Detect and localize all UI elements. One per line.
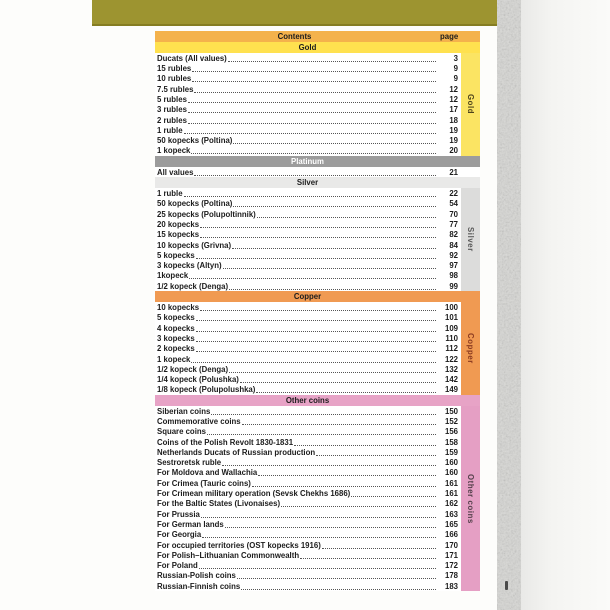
entry-label: 10 rubles: [157, 74, 192, 84]
toc-entry: [155, 281, 480, 291]
dotted-leader: [252, 486, 436, 487]
entry-page-number: 92: [449, 250, 458, 260]
dotted-leader: [281, 506, 436, 507]
dotted-leader: [194, 92, 436, 93]
entry-page-number: 9: [453, 64, 458, 74]
entry-page-number: 18: [449, 115, 458, 125]
section-side-label: Silver: [466, 227, 475, 253]
section-title: Copper: [293, 292, 322, 302]
entry-label: Russian-Finnish coins: [157, 581, 241, 591]
entry-page-number: 159: [444, 447, 458, 457]
toc-entry: [155, 313, 480, 323]
dotted-leader: [188, 102, 436, 103]
section-header: [155, 156, 480, 167]
dotted-leader: [223, 268, 436, 269]
toc-section: [155, 42, 480, 156]
entry-page-number: 97: [449, 261, 458, 271]
dotted-leader: [194, 175, 436, 176]
dotted-leader: [242, 424, 436, 425]
entry-page-number: 112: [445, 344, 458, 354]
entry-label: 2 kopecks: [157, 344, 195, 354]
dotted-leader: [229, 289, 436, 290]
entry-label: 1 ruble: [157, 125, 183, 135]
dotted-leader: [192, 71, 436, 72]
entry-page-number: 110: [445, 333, 458, 343]
dotted-leader: [233, 206, 436, 207]
entry-page-number: 101: [444, 313, 458, 323]
section-side-band: [461, 53, 480, 156]
toc-entry: [155, 53, 480, 63]
entry-label: 2 rubles: [157, 115, 187, 125]
dotted-leader: [196, 320, 436, 321]
dotted-leader: [199, 568, 436, 569]
edge-page-number-mark: [505, 581, 508, 590]
entry-label: 1 kopeck: [157, 146, 191, 156]
entry-label: Netherlands Ducats of Russian production: [157, 447, 316, 457]
right-margin: [521, 0, 610, 610]
section-side-label: Other coins: [466, 473, 475, 524]
toc-section: [155, 395, 480, 591]
section-side-band: [461, 406, 480, 591]
dotted-leader: [202, 537, 436, 538]
toc-entry: [155, 427, 480, 437]
section-rows: [155, 302, 480, 395]
toc-entry: [155, 333, 480, 343]
section-header: [155, 395, 480, 406]
entry-label: 5 kopecks: [157, 250, 195, 260]
entry-page-number: 3: [453, 53, 458, 63]
entry-page-number: 183: [444, 581, 458, 591]
toc-entry: [155, 94, 480, 104]
toc-entry: [155, 560, 480, 570]
dotted-leader: [196, 341, 436, 342]
dotted-leader: [225, 527, 436, 528]
entry-page-number: 152: [444, 417, 458, 426]
toc-entry: [155, 406, 480, 416]
toc-entry: [155, 209, 480, 219]
dotted-leader: [257, 217, 436, 218]
entry-label: For German lands: [157, 519, 224, 529]
toc-section: [155, 156, 480, 177]
toc-entry: [155, 167, 480, 177]
toc-entry: [155, 199, 480, 209]
entry-label: For Poland: [157, 561, 198, 571]
toc-entry: [155, 447, 480, 457]
entry-page-number: 12: [449, 94, 458, 104]
entry-page-number: 82: [449, 230, 458, 240]
entry-label: Coins of the Polish Revolt 1830-1831: [157, 437, 294, 447]
entry-label: 50 kopecks (Poltina): [157, 199, 233, 209]
section-header: [155, 42, 480, 53]
dotted-leader: [322, 548, 436, 549]
entry-label: 25 kopecks (Polupoltinnik): [157, 209, 256, 219]
entry-label: Siberian coins: [157, 406, 211, 416]
entry-page-number: 22: [449, 189, 458, 199]
entry-label: 10 kopecks: [157, 303, 200, 313]
entry-page-number: 178: [444, 571, 458, 581]
entry-label: For Moldova and Wallachia: [157, 468, 258, 478]
toc-sections: [155, 42, 480, 591]
dotted-leader: [232, 248, 436, 249]
book-edge-texture: [497, 0, 521, 610]
toc-entry: [155, 499, 480, 509]
dotted-leader: [237, 578, 436, 579]
entry-label: 1 ruble: [157, 189, 183, 199]
section-side-label: Gold: [466, 94, 475, 115]
toc-entry: [155, 343, 480, 353]
toc-entry: [155, 437, 480, 447]
entry-page-number: 149: [444, 385, 458, 395]
entry-label: 4 kopecks: [157, 323, 195, 333]
entry-label: For Prussia: [157, 509, 200, 519]
dotted-leader: [211, 414, 436, 415]
entry-page-number: 77: [449, 219, 458, 229]
toc-entry: [155, 125, 480, 135]
toc-entry: [155, 74, 480, 84]
entry-label: 15 kopecks: [157, 230, 200, 240]
dotted-leader: [184, 133, 436, 134]
toc-section: [155, 291, 480, 395]
entry-page-number: 98: [449, 271, 458, 281]
entry-page-number: 161: [444, 478, 458, 488]
dotted-leader: [294, 445, 436, 446]
toc-entry: [155, 135, 480, 145]
dotted-leader: [196, 351, 436, 352]
entry-label: 1/8 kopeck (Polupolushka): [157, 385, 256, 395]
section-side-band: [461, 188, 480, 291]
entry-page-number: 122: [444, 354, 458, 364]
toc-entry: [155, 104, 480, 114]
section-title: Gold: [298, 43, 317, 52]
section-rows: [155, 53, 480, 156]
entry-page-number: 156: [444, 427, 458, 437]
dotted-leader: [300, 558, 436, 559]
dotted-leader: [196, 258, 436, 259]
dotted-leader: [188, 123, 436, 124]
toc-entry: [155, 364, 480, 374]
section-title: Other coins: [285, 395, 330, 405]
entry-page-number: 99: [449, 281, 458, 291]
table-of-contents: [155, 31, 480, 591]
entry-label: Ducats (All values): [157, 53, 227, 63]
entry-page-number: 20: [449, 146, 458, 156]
dotted-leader: [191, 153, 436, 154]
entry-page-number: 163: [444, 509, 458, 519]
entry-label: Commemorative coins: [157, 417, 241, 426]
toc-entry: [155, 540, 480, 550]
toc-entry: [155, 63, 480, 73]
entry-page-number: 172: [444, 561, 458, 571]
entry-label: 3 rubles: [157, 105, 187, 115]
toc-entry: [155, 457, 480, 467]
entry-page-number: 17: [449, 105, 458, 115]
section-title: Platinum: [291, 156, 324, 166]
toc-entry: [155, 581, 480, 591]
entry-page-number: 70: [449, 209, 458, 219]
section-rows: [155, 188, 480, 291]
dotted-leader: [222, 465, 436, 466]
entry-label: 7.5 rubles: [157, 84, 194, 94]
entry-page-number: 161: [444, 489, 458, 499]
dotted-leader: [189, 278, 436, 279]
entry-page-number: 21: [449, 167, 458, 177]
dotted-leader: [351, 496, 436, 497]
entry-page-number: 19: [449, 136, 458, 146]
toc-entry: [155, 468, 480, 478]
entry-page-number: 166: [444, 530, 458, 540]
toc-entry: [155, 219, 480, 229]
entry-label: 1/2 kopeck (Denga): [157, 281, 229, 291]
dotted-leader: [316, 455, 436, 456]
entry-label: 20 kopecks: [157, 219, 200, 229]
top-olive-band: [92, 0, 497, 26]
section-header: [155, 291, 480, 302]
entry-label: Square coins: [157, 427, 206, 437]
dotted-leader: [228, 61, 436, 62]
toc-entry: [155, 550, 480, 560]
entry-page-number: 158: [444, 437, 458, 447]
entry-label: 10 kopecks (Grivna): [157, 240, 232, 250]
dotted-leader: [200, 227, 436, 228]
entry-page-number: 132: [444, 364, 458, 374]
dotted-leader: [241, 589, 436, 590]
toc-entry: [155, 260, 480, 270]
dotted-leader: [188, 112, 436, 113]
entry-page-number: 165: [444, 519, 458, 529]
dotted-leader: [233, 143, 436, 144]
toc-entry: [155, 229, 480, 239]
toc-entry: [155, 354, 480, 364]
toc-entry: [155, 323, 480, 333]
toc-entry: [155, 188, 480, 198]
entry-label: 5 kopecks: [157, 313, 195, 323]
toc-entry: [155, 519, 480, 529]
toc-entry: [155, 302, 480, 312]
entry-page-number: 150: [444, 406, 458, 416]
entry-label: 3 kopecks (Altyn): [157, 261, 222, 271]
section-side-label: Copper: [466, 333, 475, 365]
entry-page-number: 109: [444, 323, 458, 333]
toc-entry: [155, 571, 480, 581]
entry-label: 3 kopecks: [157, 333, 195, 343]
toc-entry: [155, 374, 480, 384]
toc-entry: [155, 146, 480, 156]
dotted-leader: [240, 382, 436, 383]
scan-noise-texture: [497, 0, 521, 610]
entry-label: 1/4 kopeck (Polushka): [157, 375, 239, 385]
entry-label: 50 kopecks (Poltina): [157, 136, 233, 146]
section-side-band: [461, 302, 480, 395]
section-title: Silver: [296, 178, 319, 188]
toc-entry: [155, 488, 480, 498]
entry-page-number: 162: [444, 499, 458, 509]
toc-entry: [155, 416, 480, 426]
entry-label: 1kopeck: [157, 271, 189, 281]
entry-page-number: 142: [444, 375, 458, 385]
entry-label: Sestroretsk ruble: [157, 458, 222, 468]
entry-label: 1 kopeck: [157, 354, 191, 364]
entry-label: For Crimean military operation (Sevsk Chekhs 1686): [157, 489, 351, 499]
toc-entry: [155, 84, 480, 94]
entry-page-number: 12: [449, 84, 458, 94]
dotted-leader: [184, 196, 436, 197]
toc-entry: [155, 529, 480, 539]
toc-entry: [155, 250, 480, 260]
toc-entry: [155, 478, 480, 488]
toc-entry: [155, 509, 480, 519]
entry-page-number: 170: [444, 540, 458, 550]
toc-section: [155, 177, 480, 291]
toc-entry: [155, 271, 480, 281]
entry-label: For Polish–Lithuanian Commonwealth: [157, 550, 300, 560]
entry-page-number: 84: [449, 240, 458, 250]
entry-page-number: 160: [444, 458, 458, 468]
dotted-leader: [201, 517, 436, 518]
entry-label: 15 rubles: [157, 64, 192, 74]
section-rows: [155, 406, 480, 591]
dotted-leader: [256, 392, 436, 393]
dotted-leader: [229, 372, 436, 373]
entry-label: For Crimea (Tauric coins): [157, 478, 251, 488]
dotted-leader: [196, 331, 436, 332]
contents-header: [155, 31, 480, 42]
entry-page-number: 171: [444, 550, 458, 560]
toc-entry: [155, 240, 480, 250]
entry-page-number: 54: [449, 199, 458, 209]
dotted-leader: [258, 475, 436, 476]
page-column-header: page: [440, 32, 459, 41]
section-header: [155, 177, 480, 188]
dotted-leader: [200, 310, 436, 311]
entry-label: For occupied territories (OST kopecks 1916): [157, 540, 321, 550]
entry-label: For Georgia: [157, 530, 202, 540]
toc-entry: [155, 115, 480, 125]
dotted-leader: [207, 434, 436, 435]
entry-page-number: 19: [449, 125, 458, 135]
entry-page-number: 9: [453, 74, 458, 84]
section-rows: [155, 167, 480, 177]
contents-title: Contents: [277, 32, 312, 41]
toc-entry: [155, 385, 480, 395]
entry-label: For the Baltic States (Livonaises): [157, 499, 281, 509]
entry-label: 5 rubles: [157, 94, 187, 104]
dotted-leader: [191, 362, 436, 363]
entry-page-number: 100: [444, 303, 458, 313]
dotted-leader: [192, 81, 436, 82]
dotted-leader: [200, 237, 436, 238]
entry-label: Russian-Polish coins: [157, 571, 236, 581]
entry-label: 1/2 kopeck (Denga): [157, 364, 229, 374]
entry-label: All values: [157, 167, 194, 177]
entry-page-number: 160: [444, 468, 458, 478]
